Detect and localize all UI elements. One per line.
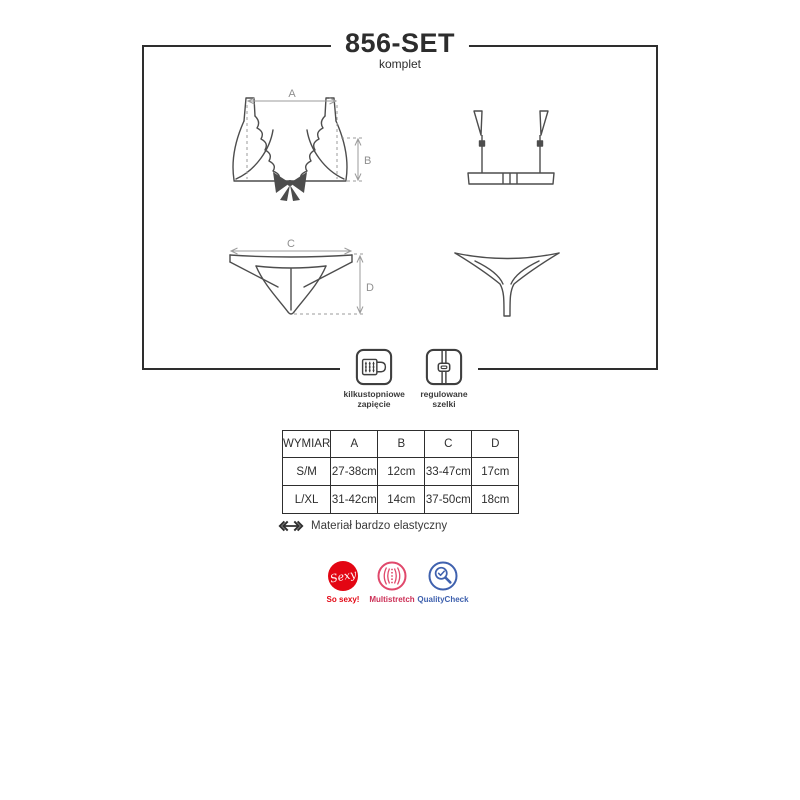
dim-label-b: B — [364, 155, 372, 167]
col-header-a: A — [331, 431, 378, 458]
table-row — [283, 486, 519, 514]
feature-icons-block — [340, 344, 478, 409]
garment-diagram — [144, 47, 656, 368]
value-cell: 14cm — [378, 486, 425, 514]
badge-label: Multistretch — [369, 595, 415, 604]
panties-front-dimensions — [231, 251, 364, 314]
feature-label — [344, 389, 405, 409]
bra-front-drawing — [233, 98, 347, 182]
col-header-c: C — [425, 431, 472, 458]
sexy-script-text: Sexy — [328, 566, 358, 586]
material-note-text: Materiał bardzo elastyczny — [311, 520, 448, 532]
value-cell: 17cm — [472, 458, 519, 486]
table-row — [283, 458, 519, 486]
feature-label-line2: zapięcie — [357, 399, 391, 409]
size-table-header-row — [283, 431, 519, 458]
col-header-wymiar: WYMIAR — [283, 431, 331, 458]
page-subtitle: komplet — [378, 57, 422, 71]
col-header-d: D — [472, 431, 519, 458]
bra-back-drawing — [468, 111, 554, 184]
material-note — [277, 519, 447, 533]
size-cell: L/XL — [283, 486, 331, 514]
bow-icon — [273, 172, 307, 201]
value-cell: 33-47cm — [425, 458, 472, 486]
feature-hook-closure — [344, 348, 405, 409]
badge-quality-check — [407, 561, 479, 604]
adjustable-strap-icon — [425, 348, 463, 386]
feature-label-line2: szelki — [432, 399, 456, 409]
value-cell: 27-38cm — [331, 458, 378, 486]
stretch-arrow-icon — [277, 519, 305, 533]
panties-front-drawing — [230, 255, 352, 314]
badge-label: QualityCheck — [417, 595, 469, 604]
dim-label-a: A — [288, 88, 296, 100]
so-sexy-icon — [328, 561, 358, 591]
value-cell: 31-42cm — [331, 486, 378, 514]
badge-label: So sexy! — [326, 595, 360, 604]
value-cell: 18cm — [472, 486, 519, 514]
feature-adjustable-straps — [414, 348, 475, 409]
feature-label — [414, 389, 475, 409]
col-header-b: B — [378, 431, 425, 458]
size-cell: S/M — [283, 458, 331, 486]
value-cell: 37-50cm — [425, 486, 472, 514]
size-table — [282, 430, 519, 514]
dim-label-c: C — [287, 238, 295, 250]
multistretch-icon — [377, 561, 407, 591]
title-block — [331, 29, 469, 71]
feature-label-line1: kilkustopniowe — [343, 389, 405, 399]
panties-back-drawing — [455, 253, 559, 316]
dim-label-d: D — [366, 282, 374, 294]
hook-closure-icon — [355, 348, 393, 386]
feature-label-line1: regulowane — [420, 389, 468, 399]
quality-check-icon — [428, 561, 458, 591]
value-cell: 12cm — [378, 458, 425, 486]
page-title: 856-SET — [344, 28, 456, 58]
